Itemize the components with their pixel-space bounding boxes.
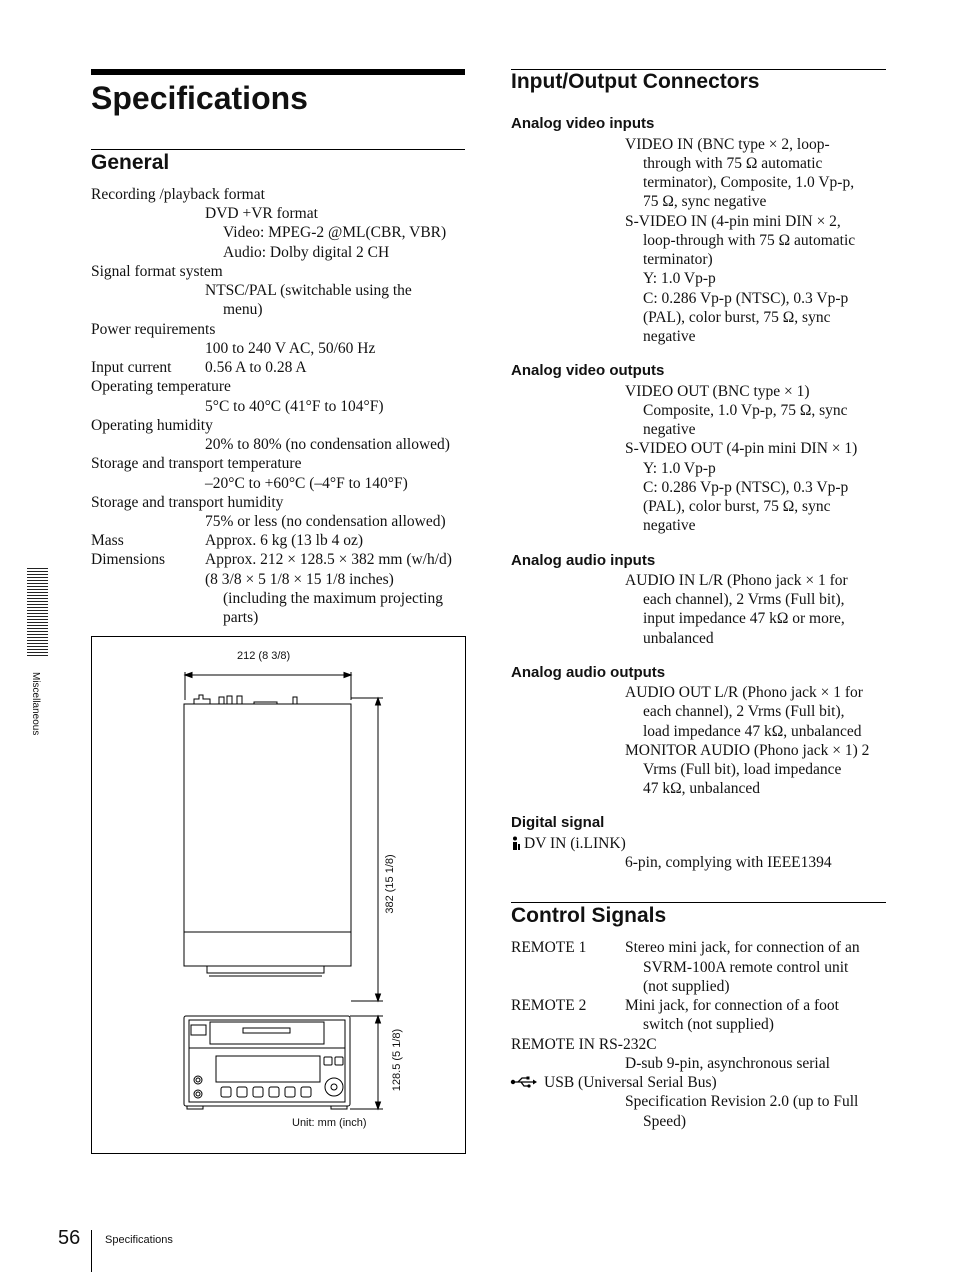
spec-value: Approx. 212 × 128.5 × 382 mm (w/h/d) bbox=[205, 551, 452, 568]
control-label: REMOTE 1 bbox=[511, 939, 587, 956]
digital-signal-heading: Digital signal bbox=[511, 814, 605, 831]
spec-line: load impedance 47 kΩ, unbalanced bbox=[643, 723, 862, 740]
spec-label: Operating humidity bbox=[91, 417, 213, 434]
spec-line: VIDEO OUT (BNC type × 1) bbox=[625, 383, 810, 400]
spec-label: Power requirements bbox=[91, 321, 216, 338]
spec-value: 100 to 240 V AC, 50/60 Hz bbox=[205, 340, 376, 357]
height-dimension-label: 128.5 (5 1/8) bbox=[391, 1028, 403, 1092]
spec-line: Specification Revision 2.0 (up to Full bbox=[625, 1093, 859, 1110]
control-rule bbox=[511, 902, 886, 903]
analog-audio-outputs-heading: Analog audio outputs bbox=[511, 664, 666, 681]
spec-label: Input current bbox=[91, 359, 172, 376]
spec-line: each channel), 2 Vrms (Full bit), bbox=[643, 703, 845, 720]
spec-line: Speed) bbox=[643, 1113, 687, 1130]
page-title: Specifications bbox=[91, 80, 308, 116]
spec-line: AUDIO OUT L/R (Phono jack × 1 for bbox=[625, 684, 863, 701]
spec-line: through with 75 Ω automatic bbox=[643, 155, 823, 172]
io-heading: Input/Output Connectors bbox=[511, 70, 760, 93]
spec-line: switch (not supplied) bbox=[643, 1016, 774, 1033]
spec-value: 75% or less (no condensation allowed) bbox=[205, 513, 446, 530]
spec-value: 5°C to 40°C (41°F to 104°F) bbox=[205, 398, 384, 415]
spec-line: 75 Ω, sync negative bbox=[643, 193, 767, 210]
spec-label: Storage and transport humidity bbox=[91, 494, 284, 511]
spec-line: D-sub 9-pin, asynchronous serial bbox=[625, 1055, 830, 1072]
spec-line: Composite, 1.0 Vp-p, 75 Ω, sync bbox=[643, 402, 848, 419]
spec-label: Dimensions bbox=[91, 551, 166, 568]
spec-line: Vrms (Full bit), load impedance bbox=[643, 761, 842, 778]
footer-divider bbox=[91, 1230, 92, 1272]
spec-line: VIDEO IN (BNC type × 2, loop- bbox=[625, 136, 830, 153]
spec-line: negative bbox=[643, 421, 696, 438]
spec-value: 0.56 A to 0.28 A bbox=[205, 359, 307, 376]
analog-audio-inputs-heading: Analog audio inputs bbox=[511, 552, 656, 569]
spec-line: 47 kΩ, unbalanced bbox=[643, 780, 760, 797]
spec-line: input impedance 47 kΩ or more, bbox=[643, 610, 845, 627]
spec-value: –20°C to +60°C (–4°F to 140°F) bbox=[205, 475, 408, 492]
spec-line: terminator), Composite, 1.0 Vp-p, bbox=[643, 174, 855, 191]
spec-value: NTSC/PAL (switchable using the bbox=[205, 282, 412, 299]
spec-line: C: 0.286 Vp-p (NTSC), 0.3 Vp-p bbox=[643, 479, 849, 496]
control-label: REMOTE IN RS-232C bbox=[511, 1036, 657, 1053]
section-tab-label: Miscellaneous bbox=[30, 672, 41, 736]
spec-value: (including the maximum projecting bbox=[223, 590, 443, 607]
unit-label: Unit: mm (inch) bbox=[292, 1117, 367, 1129]
spec-value: menu) bbox=[223, 301, 263, 318]
spec-label: Recording /playback format bbox=[91, 186, 265, 203]
control-label: REMOTE 2 bbox=[511, 997, 587, 1014]
spec-label: Signal format system bbox=[91, 263, 223, 280]
spec-value: Video: MPEG-2 @ML(CBR, VBR) bbox=[223, 224, 447, 241]
section-tab-marker bbox=[27, 568, 48, 658]
spec-value: Audio: Dolby digital 2 CH bbox=[223, 244, 390, 261]
spec-line: loop-through with 75 Ω automatic bbox=[643, 232, 856, 249]
spec-line: Stereo mini jack, for connection of an bbox=[625, 939, 860, 956]
spec-line: unbalanced bbox=[643, 630, 714, 647]
spec-line: negative bbox=[643, 328, 696, 345]
ilink-icon bbox=[510, 836, 522, 852]
footer-section: Specifications bbox=[105, 1234, 173, 1246]
spec-label: Operating temperature bbox=[91, 378, 231, 395]
spec-line: terminator) bbox=[643, 251, 713, 268]
depth-dimension-label: 382 (15 1/8) bbox=[384, 854, 396, 914]
spec-line: Y: 1.0 Vp-p bbox=[643, 460, 716, 477]
spec-value: Approx. 6 kg (13 lb 4 oz) bbox=[205, 532, 363, 549]
dv-in-detail: 6-pin, complying with IEEE1394 bbox=[625, 854, 832, 871]
spec-line: Mini jack, for connection of a foot bbox=[625, 997, 839, 1014]
page-number: 56 bbox=[58, 1227, 81, 1249]
spec-value: DVD +VR format bbox=[205, 205, 318, 222]
spec-label: Storage and transport temperature bbox=[91, 455, 302, 472]
spec-line: (not supplied) bbox=[643, 978, 730, 995]
spec-value: (8 3/8 × 5 1/8 × 15 1/8 inches) bbox=[205, 571, 394, 588]
dv-in-label: DV IN (i.LINK) bbox=[524, 835, 626, 852]
general-heading: General bbox=[91, 151, 170, 174]
usb-icon bbox=[510, 1075, 538, 1089]
spec-line: AUDIO IN L/R (Phono jack × 1 for bbox=[625, 572, 848, 589]
spec-value: parts) bbox=[223, 609, 259, 626]
general-rule bbox=[91, 149, 465, 150]
spec-value: 20% to 80% (no condensation allowed) bbox=[205, 436, 450, 453]
analog-video-outputs-heading: Analog video outputs bbox=[511, 362, 665, 379]
width-dimension-label: 212 (8 3/8) bbox=[237, 650, 291, 662]
spec-line: S-VIDEO OUT (4-pin mini DIN × 1) bbox=[625, 440, 858, 457]
device-drawing bbox=[91, 636, 464, 1152]
spec-line: each channel), 2 Vrms (Full bit), bbox=[643, 591, 845, 608]
spec-line: negative bbox=[643, 517, 696, 534]
spec-line: (PAL), color burst, 75 Ω, sync bbox=[643, 309, 831, 326]
spec-label: Mass bbox=[91, 532, 124, 549]
usb-label: USB (Universal Serial Bus) bbox=[544, 1074, 717, 1091]
spec-line: MONITOR AUDIO (Phono jack × 1) 2 bbox=[625, 742, 870, 759]
spec-line: Y: 1.0 Vp-p bbox=[643, 270, 716, 287]
spec-line: C: 0.286 Vp-p (NTSC), 0.3 Vp-p bbox=[643, 290, 849, 307]
title-rule bbox=[91, 69, 465, 75]
spec-line: SVRM-100A remote control unit bbox=[643, 959, 849, 976]
spec-line: (PAL), color burst, 75 Ω, sync bbox=[643, 498, 831, 515]
control-heading: Control Signals bbox=[511, 904, 667, 927]
analog-video-inputs-heading: Analog video inputs bbox=[511, 115, 655, 132]
spec-line: S-VIDEO IN (4-pin mini DIN × 2, bbox=[625, 213, 841, 230]
